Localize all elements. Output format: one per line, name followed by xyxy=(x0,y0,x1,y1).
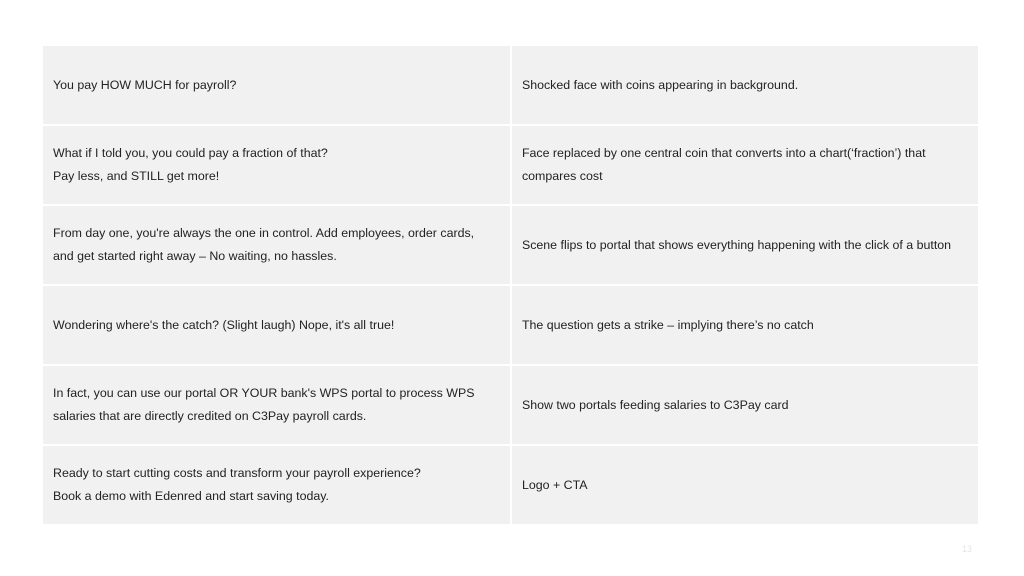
visual-text: Shocked face with coins appearing in background. xyxy=(521,77,799,92)
script-cell xyxy=(43,126,510,204)
visual-text: Logo + CTA xyxy=(521,477,588,492)
visual-cell xyxy=(512,206,978,284)
script-text: Pay less, and STILL get more! xyxy=(53,169,220,183)
script-text: In fact, you can use our portal OR YOUR bank's WPS portal to process WPS xyxy=(53,386,475,400)
script-cell xyxy=(43,206,510,284)
script-text: What if I told you, you could pay a fraction of that? xyxy=(53,146,328,160)
visual-cell xyxy=(512,446,978,524)
script-text: Ready to start cutting costs and transform your payroll experience? xyxy=(53,466,421,480)
script-cell xyxy=(43,446,510,524)
script-text: You pay HOW MUCH for payroll? xyxy=(53,77,237,92)
visual-cell xyxy=(512,46,978,124)
visual-text: compares cost xyxy=(521,169,603,183)
table-row xyxy=(43,286,978,364)
visual-text: Face replaced by one central coin that converts into a chart(‘fraction’) that xyxy=(521,146,926,160)
visual-cell xyxy=(512,126,978,204)
script-text: From day one, you're always the one in control. Add employees, order cards, xyxy=(53,226,475,240)
script-storyboard-table xyxy=(41,44,980,526)
table-row xyxy=(43,46,978,124)
table-row xyxy=(43,366,978,444)
table-row xyxy=(43,126,978,204)
page-number: 13 xyxy=(961,544,972,554)
script-cell xyxy=(43,46,510,124)
visual-text: Scene flips to portal that shows everything happening with the click of a button xyxy=(521,237,952,252)
visual-text: Show two portals feeding salaries to C3Pay card xyxy=(521,397,789,412)
script-cell xyxy=(43,366,510,444)
script-text: Wondering where's the catch? (Slight laugh) Nope, it's all true! xyxy=(53,317,395,332)
table-row xyxy=(43,206,978,284)
script-text: and get started right away – No waiting, no hassles. xyxy=(53,249,337,263)
script-text: Book a demo with Edenred and start saving today. xyxy=(53,489,329,503)
visual-cell xyxy=(512,286,978,364)
script-cell xyxy=(43,286,510,364)
script-text: salaries that are directly credited on C3Pay payroll cards. xyxy=(53,409,367,423)
visual-cell xyxy=(512,366,978,444)
visual-text: The question gets a strike – implying there’s no catch xyxy=(521,317,814,332)
table-row xyxy=(43,446,978,524)
